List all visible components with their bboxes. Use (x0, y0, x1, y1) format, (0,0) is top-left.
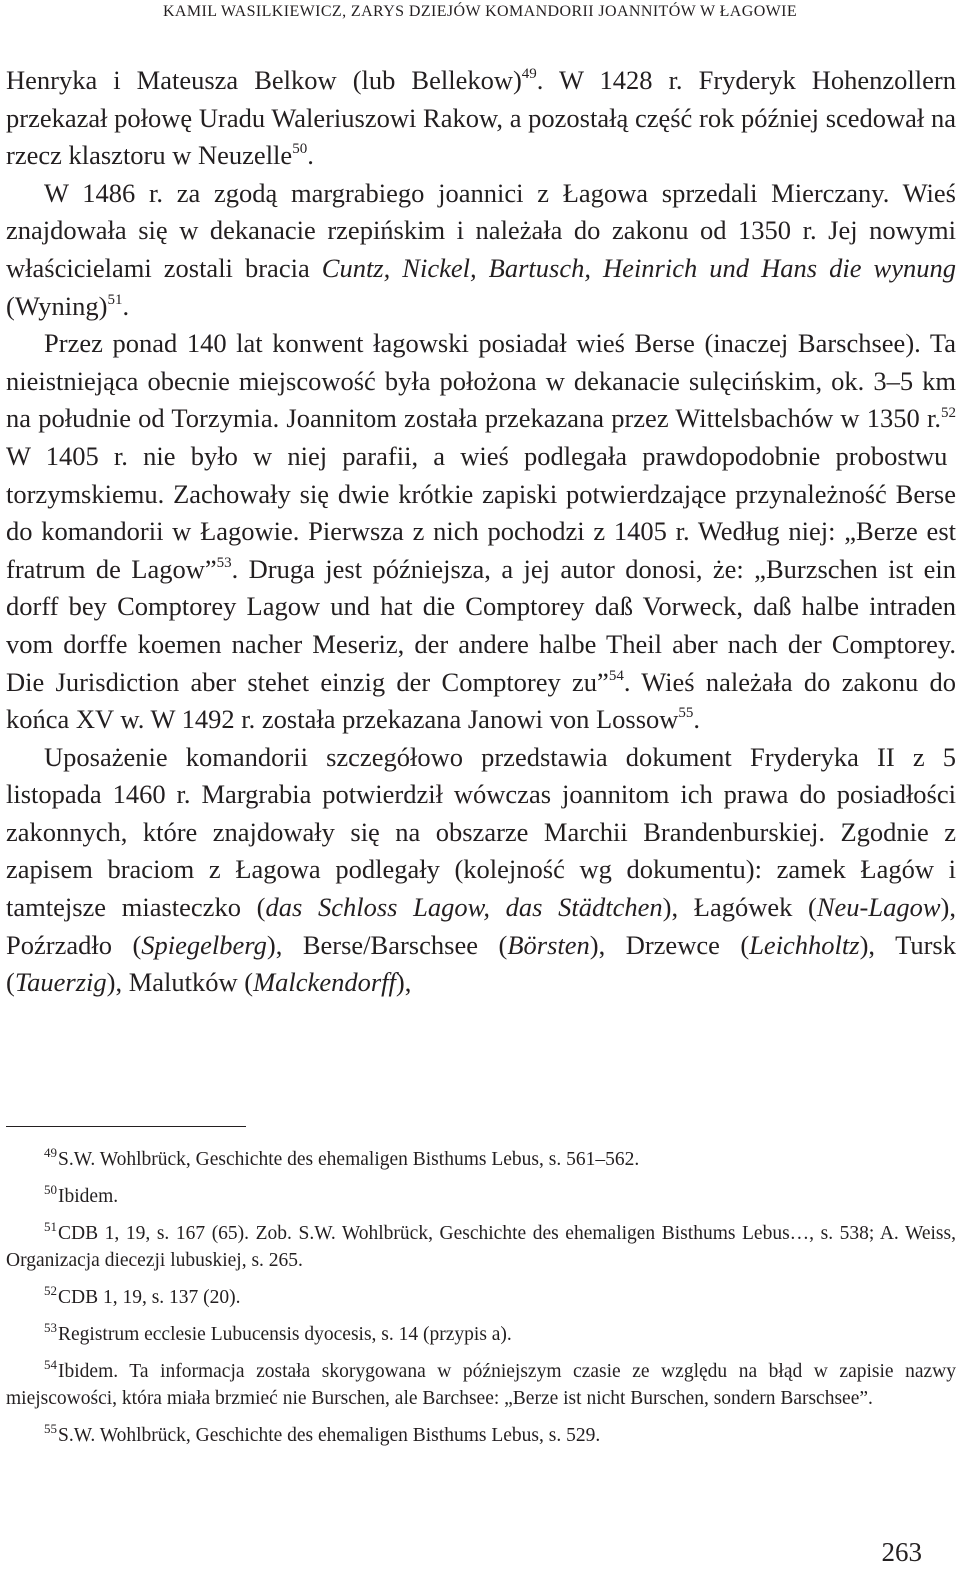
footnote-ref[interactable]: 54 (608, 667, 624, 684)
footnote-number: 54 (44, 1356, 57, 1372)
footnote-53 (6, 1321, 956, 1348)
footnote-49 (6, 1146, 956, 1173)
footnote-ref[interactable]: 55 (678, 705, 694, 722)
footnote-text: Registrum ecclesie Lubucensis dyocesis, s. 14 (przypis a). (58, 1324, 512, 1345)
paragraph-1 (6, 62, 956, 175)
paragraph-4 (6, 739, 956, 1002)
text-run: ), Łagówek ( (662, 892, 817, 923)
footnote-number: 55 (44, 1420, 57, 1436)
text-run: Przez ponad 140 lat konwent łagowski posiadał wieś Berse (inaczej Barschsee). Ta nieistniejąca obecnie miejscowość była położona w dekanacie sulęcińskim, ok. 3–5 km na południe od Torzymia. Joannitom została przekazana przez Wittelsbachów w 1350 r. (6, 328, 956, 434)
footnote-number: 50 (44, 1181, 57, 1197)
text-run: (Wyning) (6, 290, 108, 321)
text-run: ), Tursk ( (6, 929, 956, 998)
italic-run: Neu-Lagow (816, 892, 941, 923)
footnote-text: S.W. Wohlbrück, Geschichte des ehemaligen Bisthums Lebus, s. 561–562. (58, 1149, 640, 1170)
footnote-text: CDB 1, 19, s. 167 (65). Zob. S.W. Wohlbrück, Geschichte des ehemaligen Bisthums Lebus…, s. 538; A. Weiss, Organizacja diecezji lubuskiej, s. 265. (6, 1223, 956, 1271)
text-run: . Wieś należała do zakonu do końca XV w. W 1492 r. została przekazana Janowi von Lossow (6, 666, 956, 735)
footnote-number: 51 (44, 1218, 57, 1234)
footnote-55 (6, 1422, 956, 1449)
italic-run: Tauerzig (14, 967, 107, 998)
footnote-number: 52 (44, 1282, 57, 1298)
footnote-text: Ibidem. (58, 1186, 119, 1207)
footnote-52 (6, 1284, 956, 1311)
italic-run: das Schloss Lagow, das Städtchen (265, 892, 663, 923)
italic-run: Cuntz, Nickel, Bartusch, Heinrich und Hans die wynung (321, 252, 956, 283)
footnote-ref[interactable]: 51 (107, 291, 123, 308)
italic-run: Spiegelberg (141, 929, 267, 960)
text-run: ), Drzewce ( (589, 929, 750, 960)
italic-run: Malckendorff (253, 967, 396, 998)
paragraph-2 (6, 175, 956, 325)
text-run: ), (395, 967, 412, 998)
footnote-54 (6, 1358, 956, 1412)
footnote-50 (6, 1183, 956, 1210)
text-run: ), Malutków ( (106, 967, 254, 998)
footnote-number: 53 (44, 1319, 57, 1335)
footnote-text: S.W. Wohlbrück, Geschichte des ehemaligen Bisthums Lebus, s. 529. (58, 1425, 601, 1446)
page-number: 263 (881, 1537, 922, 1567)
footnote-text: Ibidem. Ta informacja została skorygowana w późniejszym czasie ze względu na błąd w zapisie nazwy miejscowości, która miała brzmieć nie Burschen, ale Barchsee: „Berze ist nicht Burschen, sondern Barschsee”. (6, 1361, 956, 1409)
footnote-ref[interactable]: 53 (216, 554, 232, 571)
text-run: W 1405 r. nie było w niej parafii, a wieś podlegała prawdopodobnie probostwu torzymskiemu. Zachowały się dwie krótkie zapiski potwierdzające przynależność Berse do komandorii w Łagowie. Pierwsza z nich pochodzi z 1405 r. Według niej: „Berze est fratrum de Lagow” (6, 440, 956, 584)
text-run: . (307, 140, 314, 171)
text-run: . (122, 290, 130, 321)
text-run: W 1486 r. za zgodą margrabiego joannici z Łagowa sprzedali Mierczany. Wieś znajdowała się w dekanacie rzepińskim i należała do zakonu od 1350 r. Jej nowymi właścicielami zostali bracia (6, 177, 956, 283)
italic-run: Börsten (507, 929, 590, 960)
footnote-text: CDB 1, 19, s. 137 (20). (58, 1287, 241, 1308)
footnote-ref[interactable]: 50 (292, 141, 308, 158)
text-run: Henryka i Mateusza Belkow (lub Bellekow) (6, 65, 522, 95)
text-run: Uposażenie komandorii szczegółowo przedstawia dokument Fryderyka II z 5 listopada 1460 r. Margrabia potwierdził wówczas joannitom ich prawa do posiadłości zakonnych, które znajdowały się na obszarze Marchii Brandenburskiej. Zgodnie z zapisem braciom z Łagowa podlegały (kolejność wg dokumentu): zamek Łagów i tamtejsze miasteczko ( (6, 741, 956, 923)
text-run: ), Poźrzadło ( (6, 892, 956, 960)
footnote-ref[interactable]: 52 (941, 404, 956, 421)
text-run: ), Berse/Barschsee ( (266, 929, 508, 960)
paragraph-3 (6, 325, 956, 739)
running-header: KAMIL WASILKIEWICZ, ZARYS DZIEJÓW KOMANDORII JOANNITÓW W ŁAGOWIE (162, 3, 798, 20)
footnote-number: 49 (44, 1144, 57, 1160)
italic-run: Leichholtz (749, 929, 860, 960)
text-run: . (693, 704, 701, 735)
text-run: . Druga jest późniejsza, a jej autor donosi, że: „Burzschen ist ein dorff bey Comptorey Lagow und hat die Comptorey daß Vorweck, daß halbe intraden vom dorffe koemen nacher Meseriz, der andere halbe Theil aber nach der Comptorey. Die Jurisdiction aber stehet einzig der Comptorey zu” (6, 553, 956, 697)
footnote-51 (6, 1220, 956, 1274)
text-run: . W 1428 r. Fryderyk Hohenzollern przekazał połowę Uradu Waleriuszowi Rakow, a pozostałą część rok później scedował na rzecz klasztoru w Neuzelle (6, 65, 956, 171)
footnote-ref[interactable]: 49 (521, 66, 537, 83)
footnotes (6, 1146, 956, 1459)
main-text (6, 62, 956, 1002)
footnote-divider (6, 1126, 246, 1127)
